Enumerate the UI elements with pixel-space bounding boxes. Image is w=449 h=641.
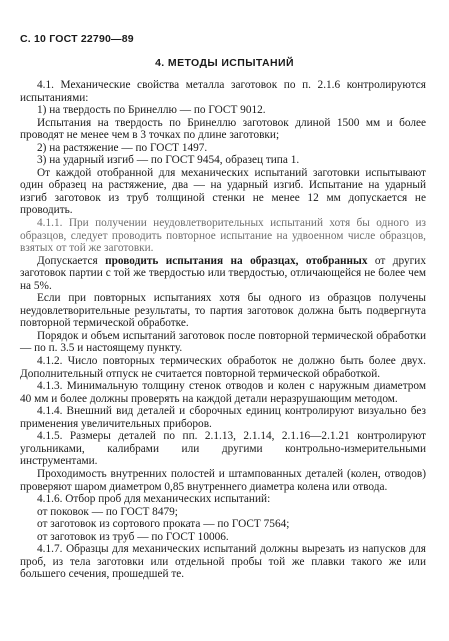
list-item-forgings: от поковок — по ГОСТ 8479; — [37, 505, 178, 518]
paragraph-4-1-5: 4.1.5. Размеры деталей по пп. 2.1.13, 2.1.14, 2.1.16—2.1.21 контролируют угольниками, калибрами или другими контрольно-измерительными инструментами. — [20, 430, 426, 468]
paragraph-4-1: 4.1. Механические свойства металла заготовок по п. 2.1.6 контролируются испытаниями: — [20, 79, 426, 104]
paragraph-impact-test: 3) на ударный изгиб — по ГОСТ 9454, образец типа 1. — [37, 154, 300, 167]
list-item-rolled: от заготовок из сортового проката — по ГОСТ 7564; — [37, 518, 290, 531]
paragraph-4-1-7: 4.1.7. Образцы для механических испытаний должны вырезать из напусков для проб, из тела заготовки или отдельной пробы той же плавки такого же или большего сечения, прошедшей те. — [20, 543, 426, 581]
paragraph-4-1-6: 4.1.6. Отбор проб для механических испытаний: — [37, 493, 271, 506]
allowed-suffix: от других заготовок партии с той же твердостью или твердостью, отличающейся не более чем на 5%. — [20, 254, 426, 292]
paragraph-4-1-4: 4.1.4. Внешний вид деталей и сборочных единиц контролируют визуально без применения увеличительных приборов. — [20, 405, 426, 430]
paragraph-repeat-failure: Если при повторных испытаниях хотя бы одного из образцов получены неудовлетворительные результаты, то партия заготовок должна быть подвергнута повторной термической обработке. — [20, 292, 426, 330]
allowed-prefix: Допускается — [37, 254, 106, 267]
section-title: 4. МЕТОДЫ ИСПЫТАНИЙ — [155, 57, 294, 69]
allowed-bold-phrase: проводить испытания на образцах, отобранных — [105, 254, 368, 267]
paragraph-4-1-3: 4.1.3. Минимальную толщину стенок отводов и колен с наружным диаметром 40 мм и более должны проверять на каждой детали неразрушающим методом. — [20, 380, 426, 405]
paragraph-hardness-length: Испытания на твердость по Бринеллю заготовок длиной 1500 мм и более проводят не менее чем в 3 точках по длине заготовки; — [20, 116, 426, 142]
list-item-pipes: от заготовок из труб — по ГОСТ 10006. — [37, 530, 229, 543]
paragraph-specimen-count: От каждой отобранной для механических испытаний заготовки испытывают один образец на растяжение, два — на ударный изгиб. Испытание на ударный изгиб заготовок из труб толщиной стенки не менее 12 мм допускается не проводить. — [20, 166, 426, 217]
paragraph-tension-test: 2) на растяжение — по ГОСТ 1497. — [37, 141, 208, 154]
paragraph-hardness-test: 1) на твердость по Бринеллю — по ГОСТ 9012. — [37, 104, 266, 117]
paragraph-allowed-testing — [20, 255, 426, 293]
page-header: С. 10 ГОСТ 22790—89 — [20, 33, 134, 45]
paragraph-repeat-order: Порядок и объем испытаний заготовок после повторной термической обработки — по п. 3.5 и настоящему пункту. — [20, 329, 426, 355]
paragraph-passability: Проходимость внутренних полостей и штампованных деталей (колен, отводов) проверяют шаром диаметром 0,85 внутреннего диаметра колена или отвода. — [20, 467, 426, 493]
paragraph-4-1-2: 4.1.2. Число повторных термических обработок не должно быть более двух. Дополнительный отпуск не считается повторной термической обработкой. — [20, 355, 426, 380]
paragraph-4-1-1: 4.1.1. При получении неудовлетворительных испытаний хотя бы одного из образцов, следует проводить повторное испытание на удвоенном числе образцов, взятых от той же заготовки. — [20, 217, 426, 255]
document-body — [20, 79, 426, 581]
